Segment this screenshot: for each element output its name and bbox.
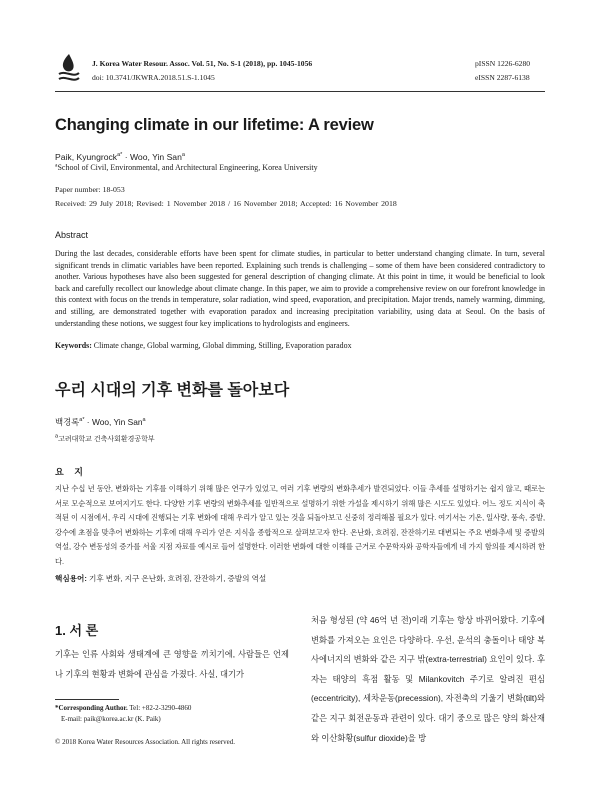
body-right-column: 처음 형성된 (약 46억 년 전)이래 기후는 항상 바뀌어왔다. 기후에 변화를 가져오는 요인은 다양하다. 우선, 운석의 충돌이나 태양 복사에너지의 변화와 같은 지구 밖(extra-terrestrial) 요인이 있다. 후자는 태양의 흑점 활동 및 Milankovitch 주기로 알려진 편심(eccentricity), 세차운동(precession), 자전축의 기울기 변화(tilt)와 같은 지구 회전운동과 관련이 있다. 대기 중으로 많은 양의 화산재와 이산화황(sulfur dioxide)을 방 bbox=[311, 615, 545, 743]
doi-link[interactable]: doi: 10.3741/JKWRA.2018.51.S-1.1045 bbox=[92, 73, 215, 82]
author-affil-mark: a* bbox=[79, 417, 85, 424]
keywords-label: 핵심용어: bbox=[55, 574, 87, 583]
pissn: pISSN 1226-6280 bbox=[475, 59, 531, 68]
korean-abstract-heading: 요 지 bbox=[55, 467, 87, 477]
korean-title: 우리 시대의 기후 변화를 돌아보다 bbox=[55, 382, 290, 399]
author-separator: · bbox=[122, 152, 130, 162]
keywords-text: 기후 변화, 지구 온난화, 흐려짐, 잔잔하기, 증발의 역설 bbox=[86, 574, 267, 583]
header-divider bbox=[55, 91, 545, 92]
journal-logo-icon bbox=[55, 52, 83, 84]
body-left-column: 기후는 인류 사회와 생태계에 큰 영향을 끼치기에, 사람들은 언제나 기후의 현황과 변화에 관심을 가졌다. 사실, 대기가 bbox=[55, 649, 289, 679]
keywords bbox=[55, 341, 545, 350]
paper-number: Paper number: 18-053 bbox=[55, 185, 125, 194]
author-name: Woo, Yin San bbox=[129, 152, 182, 162]
affiliation-text: School of Civil, Environmental, and Architectural Engineering, Korea University bbox=[57, 163, 318, 172]
korean-affiliation bbox=[55, 434, 155, 444]
affiliation bbox=[55, 163, 318, 172]
footnote-email[interactable]: E-mail: paik@korea.ac.kr (K. Paik) bbox=[61, 715, 161, 723]
affiliation-mark: a bbox=[55, 162, 58, 169]
author-affil-mark: a bbox=[181, 152, 185, 159]
korean-abstract-text: 지난 수십 년 동안, 변화하는 기후를 이해하기 위해 많은 연구가 있었고, 여러 기후 변량의 변화추세가 발견되었다. 이들 추세를 설명하기는 쉽지 않고, 때로는 서로 모순적으로 보여지기도 한다. 다양한 기후 변량의 변화추세를 일반적으로 설명하기 위한 가설을 제시하기 위해 많은 시도도 있었다. 어느 정도 지식이 축적된 이 시점에서, 우리 시대에 진행되는 기후 변화에 대해 우리가 알고 있는 것을 되돌아보고 신중히 정리해볼 필요가 있다. 여기서는 기온, 일사량, 풍속, 증발, 강수에 초점을 맞추어 변화하는 기후에 대해 우리가 얻은 지식을 종합적으로 살펴보고자 한다. 온난화, 흐려짐, 잔잔하기로 대변되는 주요 변화추세 및 증발의 역설, 강수 변동성의 증가를 서울 지점 자료를 예시로 들어 설명한다. 이러한 변화에 대한 이해를 근거로 수문학자와 공학자들에게 네 가지 함의를 제시하려 한다. bbox=[55, 484, 545, 566]
affiliation-text: 고려대학교 건축사회환경공학부 bbox=[58, 436, 155, 443]
abstract-text: During the last decades, considerable efforts have been spent for climate studies, in particular to better understand changing climate. In turn, several significant trends in climatic variables have been reported. Explaining such trends is challenging – some of them have been considered contradictory to another. Various hypotheses have also been suggested for general description of changing climate. At this point in time, it would be beneficial to look back and carefully recollect our knowledge about climate change. In this paper, we aim to provide a comprehensive review on our forefront knowledge in this context with focus on the trends in temperature, solar radiation, wind speed, evaporation, and precipitation. Major trends, namely warming, dimming, and stilling, are demonstrated together with evaporation paradox and increasing precipitation variability, using data at Seoul. On the basis of understanding these notions, we suggest four key implications to hydrologists and engineers. bbox=[55, 249, 545, 328]
footnote-divider bbox=[55, 699, 119, 700]
author-name: Paik, Kyungrock bbox=[55, 152, 118, 162]
journal-citation: J. Korea Water Resour. Assoc. Vol. 51, No. S-1 (2018), pp. 1045-1056 bbox=[92, 59, 313, 68]
author-list bbox=[55, 152, 185, 162]
author-affil-mark: a* bbox=[117, 152, 123, 159]
footnote-tel: Tel: +82-2-3290-4860 bbox=[127, 704, 192, 712]
paper-title: Changing climate in our lifetime: A review bbox=[55, 116, 374, 134]
header-right bbox=[475, 57, 545, 85]
corresponding-author-footnote bbox=[55, 703, 295, 725]
eissn: eISSN 2287-6138 bbox=[475, 73, 530, 82]
keywords-label: Keywords: bbox=[55, 341, 92, 350]
affiliation-mark: a bbox=[55, 433, 59, 440]
korean-author-list bbox=[55, 416, 146, 428]
header-left bbox=[92, 57, 312, 85]
submission-dates: Received: 29 July 2018; Revised: 1 November 2018 / 16 November 2018; Accepted: 16 November 2018 bbox=[55, 199, 397, 208]
footnote-label: *Corresponding Author. bbox=[55, 704, 128, 712]
keywords-text: Climate change, Global warming, Global dimming, Stilling, Evaporation paradox bbox=[91, 341, 352, 350]
author-separator: · bbox=[84, 417, 92, 427]
copyright: © 2018 Korea Water Resources Association. All rights reserved. bbox=[55, 738, 235, 746]
korean-keywords bbox=[55, 573, 545, 584]
author-name: Woo, Yin San bbox=[91, 417, 143, 427]
author-name: 백경록 bbox=[55, 417, 80, 427]
section-heading-introduction: 1. 서 론 bbox=[55, 623, 99, 638]
abstract-heading: Abstract bbox=[55, 230, 89, 240]
author-affil-mark: a bbox=[142, 417, 146, 424]
